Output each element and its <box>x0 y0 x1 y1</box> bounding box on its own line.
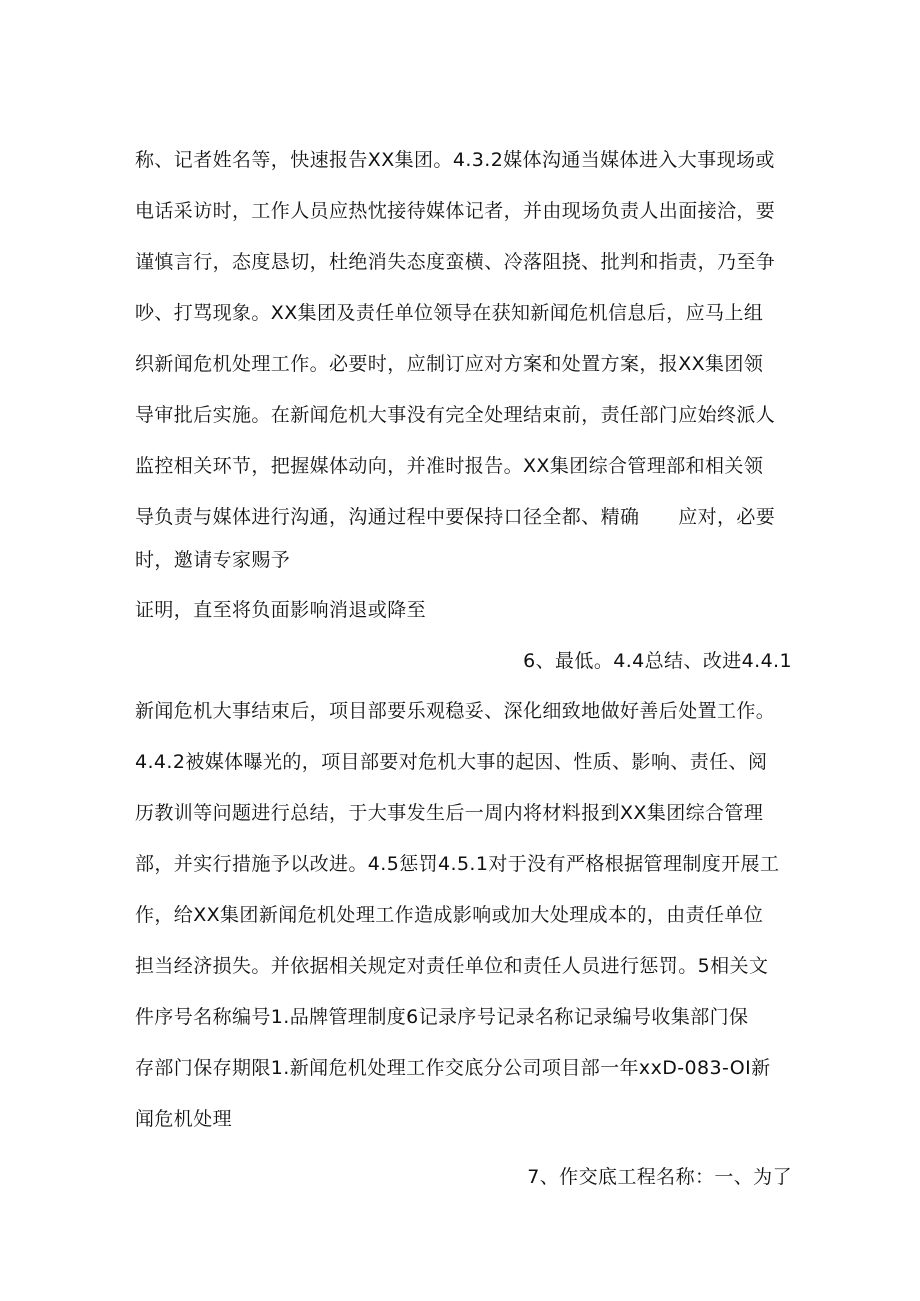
text-line: 织新闻危机处理工作。必要时，应制订应对方案和处置方案，报XX集团领 <box>135 353 764 375</box>
text-line: 闻危机处理 <box>135 1108 233 1130</box>
text-line: 4.4.2被媒体曝光的，项目部要对危机大事的起因、性质、影响、责任、阅 <box>135 751 768 773</box>
text-line: 吵、打骂现象。XX集团及责任单位领导在获知新闻危机信息后，应马上组 <box>135 302 764 324</box>
numbered-line: 7、作交底工程名称：一、为了 <box>527 1166 792 1188</box>
numbered-line: 6、最低。4.4总结、改进4.4.1 <box>523 650 792 672</box>
text-line: 部，并实行措施予以改进。4.5惩罚4.5.1对于没有严格根据管理制度开展工 <box>135 853 780 875</box>
text-line: 件序号名称编号1.品牌管理制度6记录序号记录名称记录编号收集部门保 <box>135 1006 749 1028</box>
text-line: 时，邀请专家赐予 <box>135 549 291 571</box>
text-line: 新闻危机大事结束后，项目部要乐观稳妥、深化细致地做好善后处置工作。 <box>135 700 776 722</box>
text-line: 历教训等问题进行总结，于大事发生后一周内将材料报到XX集团综合管理 <box>135 802 764 824</box>
text-line: 存部门保存期限1.新闻危机处理工作交底分公司项目部一年xxD-083-OI新 <box>135 1057 771 1079</box>
text-line: 导审批后实施。在新闻危机大事没有完全处理结束前，责任部门应始终派人 <box>135 404 776 426</box>
text-line: 担当经济损失。并依据相关规定对责任单位和责任人员进行惩罚。5相关文 <box>135 955 769 977</box>
text-line: 监控相关环节，把握媒体动向，并准时报告。XX集团综合管理部和相关领 <box>135 455 764 477</box>
text-line: 电话采访时，工作人员应热忱接待媒体记者，并由现场负责人出面接洽，要 <box>135 200 776 222</box>
text-line: 谨慎言行，态度恳切，杜绝消失态度蛮横、冷落阻挠、批判和指责，乃至争 <box>135 251 776 273</box>
text-line: 称、记者姓名等，快速报告XX集团。4.3.2媒体沟通当媒体进入大事现场或 <box>135 149 775 171</box>
text-line: 作，给XX集团新闻危机处理工作造成影响或加大处理成本的，由责任单位 <box>135 904 764 926</box>
text-line: 证明，直至将负面影响消退或降至 <box>135 599 427 621</box>
text-line: 导负责与媒体进行沟通，沟通过程中要保持口径全都、精确 应对，必要 <box>135 506 776 528</box>
